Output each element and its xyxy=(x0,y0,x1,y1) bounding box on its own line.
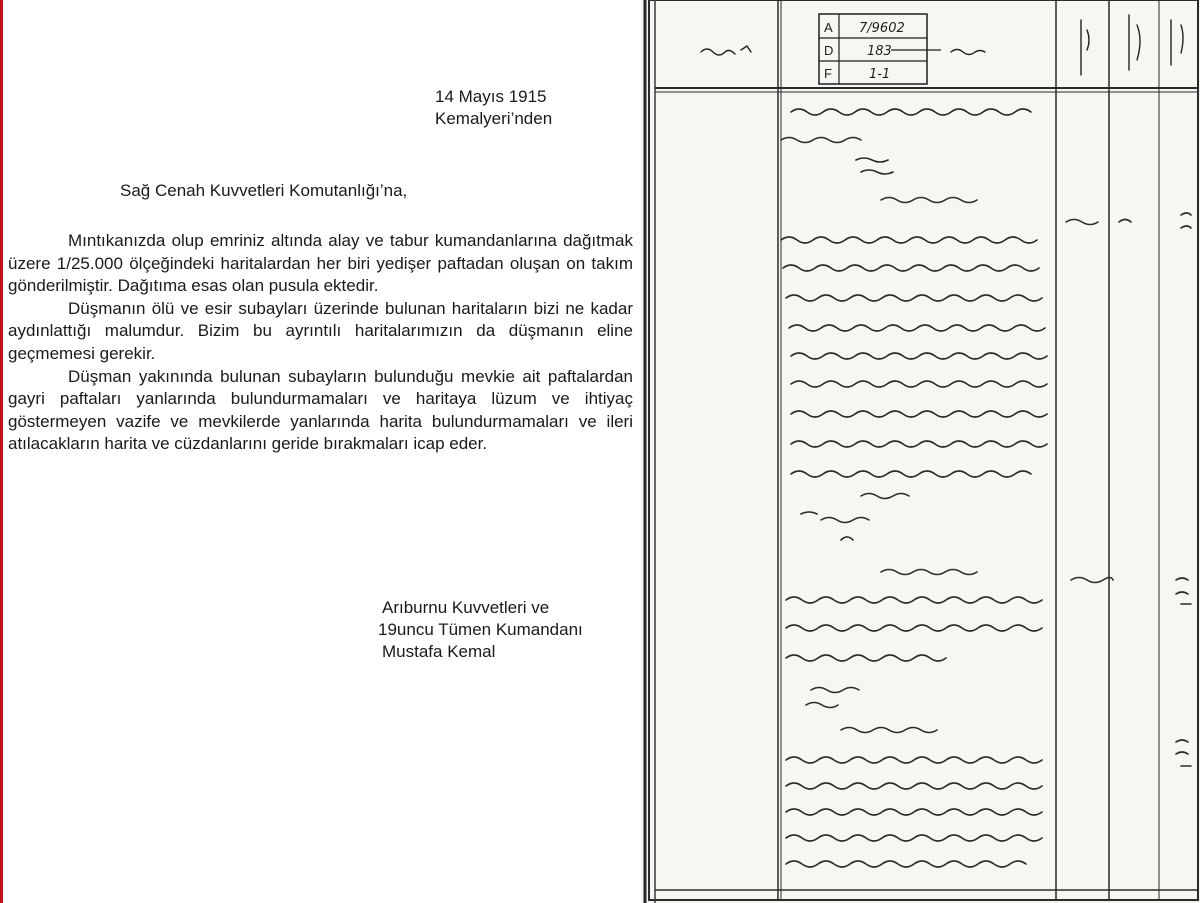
stamp-value: 7/9602 xyxy=(859,21,905,36)
dateline xyxy=(435,86,552,130)
stamp-letter: A xyxy=(824,20,833,35)
stamp-letter: F xyxy=(824,66,832,81)
letter-date: 14 Mayıs 1915 xyxy=(435,87,547,106)
scan-image xyxy=(641,0,1200,903)
stamp-value: 1-1 xyxy=(869,67,891,82)
letter-paragraph: Düşmanın ölü ve esir subayları üzerinde bulunan haritaların bizi ne kadar aydınlattığı malumdur. Bizim bu ayrıntılı haritalarımızın da düşmanın eline geçmemesi gerekir. xyxy=(8,298,633,363)
letter-paragraph: Mıntıkanızda olup emriniz altında alay ve tabur kumandanlarına dağıtmak üzere 1/25.000 ölçeğindeki haritalardan her biri yedişer paftadan oluşan on takım gönderilmiştir. Dağıtıma esas olan pusula ektedir. xyxy=(8,231,633,296)
stamp-letter: D xyxy=(824,43,834,58)
letter-body xyxy=(8,230,633,456)
signature-line: Arıburnu Kuvvetleri ve xyxy=(382,598,550,617)
letter-paragraph: Düşman yakınında bulunan subayların bulunduğu mevkie ait paftalardan gayri paftaları yanlarında bulundurmamaları ve haritaya lüzum ve ihtiyaç göstermeyen vazife ve mevkilerde yanlarında harita bulundurmamaları ve ileri atılacakların harita ve cüzdanlarını geride bırakmaları icap eder. xyxy=(8,366,633,454)
letter-place: Kemalyeri’nden xyxy=(435,109,553,128)
signature-line: 19uncu Tümen Kumandanı xyxy=(378,620,583,639)
signature-line: Mustafa Kemal xyxy=(382,642,496,661)
signature-block xyxy=(378,597,583,663)
archive-document-scan xyxy=(641,0,1200,903)
stamp-value: 183 xyxy=(867,44,892,59)
recipient-line: Sağ Cenah Kuvvetleri Komutanlığı’na, xyxy=(120,181,408,200)
